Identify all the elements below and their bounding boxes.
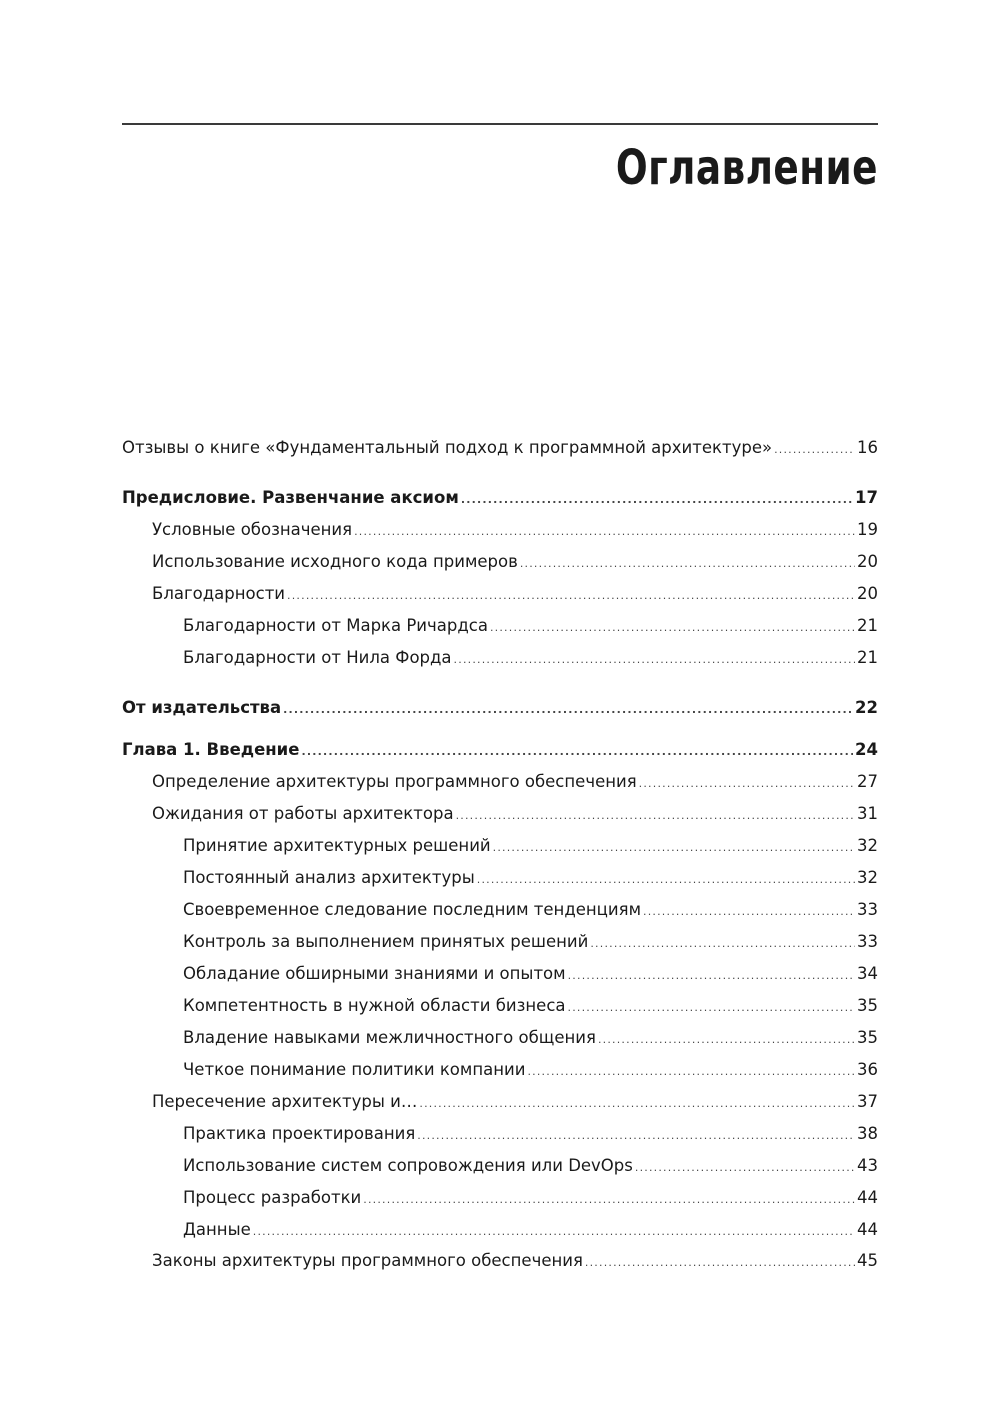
toc-entry-title: Использование исходного кода примеров: [152, 552, 518, 571]
toc-entry-title: Процесс разработки: [183, 1188, 362, 1207]
toc-entry-title: Законы архитектуры программного обеспечения: [152, 1251, 583, 1270]
toc-entry[interactable]: [152, 517, 878, 543]
dot-leader: [635, 1155, 855, 1181]
toc-entry[interactable]: [183, 1153, 878, 1179]
toc-entry[interactable]: [183, 1025, 878, 1051]
toc-entry-title: Владение навыками межличностного общения: [183, 1028, 596, 1047]
toc-entry[interactable]: [122, 737, 878, 763]
dot-leader: [568, 963, 855, 989]
dot-leader: [287, 583, 855, 609]
toc-entry-title: Контроль за выполнением принятых решений: [183, 932, 589, 951]
dot-leader: [456, 803, 855, 829]
toc-entry[interactable]: [183, 865, 878, 891]
toc-entry-title: От издательства: [122, 698, 282, 717]
toc-entry[interactable]: [183, 833, 878, 859]
toc-entry[interactable]: [122, 435, 878, 461]
toc-entry-title: Данные: [183, 1220, 251, 1239]
page-title: Оглавление: [616, 140, 878, 196]
toc-entry-page-number: 20: [857, 584, 878, 603]
toc-entry[interactable]: [152, 1248, 878, 1274]
toc-entry[interactable]: [122, 485, 878, 511]
top-rule: [122, 123, 878, 125]
toc-entry-page-number: 27: [857, 772, 878, 791]
dot-leader: [253, 1219, 855, 1245]
toc-entry-page-number: 38: [857, 1124, 878, 1143]
toc-entry-page-number: 35: [857, 1028, 878, 1047]
dot-leader: [527, 1059, 855, 1085]
toc-entry[interactable]: [152, 1089, 878, 1115]
toc-entry[interactable]: [183, 961, 878, 987]
toc-entry-page-number: 43: [857, 1156, 878, 1175]
toc-entry-title: Компетентность в нужной области бизнеса: [183, 996, 566, 1015]
toc-entry-page-number: 44: [857, 1188, 878, 1207]
dot-leader: [363, 1187, 855, 1213]
toc-entry-page-number: 24: [855, 740, 878, 759]
toc-entry-title: Благодарности от Нила Форда: [183, 648, 452, 667]
toc-entry[interactable]: [152, 549, 878, 575]
dot-leader: [493, 835, 855, 861]
dot-leader: [520, 551, 855, 577]
toc-entry-page-number: 35: [857, 996, 878, 1015]
toc-entry-page-number: 36: [857, 1060, 878, 1079]
toc-entry-title: Предисловие. Развенчание аксиом: [122, 488, 459, 507]
toc-entry-title: Четкое понимание политики компании: [183, 1060, 526, 1079]
toc-entry-page-number: 45: [857, 1251, 878, 1270]
toc-entry-page-number: 17: [855, 488, 878, 507]
toc-entry[interactable]: [152, 769, 878, 795]
dot-leader: [417, 1123, 855, 1149]
dot-leader: [490, 615, 855, 641]
toc-entry[interactable]: [183, 1185, 878, 1211]
dot-leader: [590, 931, 855, 957]
toc-entry-page-number: 33: [857, 932, 878, 951]
dot-leader: [419, 1091, 855, 1117]
toc-entry-title: Отзывы о книге «Фундаментальный подход к программной архитектуре»: [122, 438, 773, 457]
dot-leader: [461, 487, 853, 513]
toc-entry-title: Практика проектирования: [183, 1124, 416, 1143]
toc-entry[interactable]: [183, 929, 878, 955]
toc-entry-page-number: 31: [857, 804, 878, 823]
dot-leader: [643, 899, 855, 925]
toc-entry-title: Условные обозначения: [152, 520, 353, 539]
toc-entry-page-number: 19: [857, 520, 878, 539]
toc-entry[interactable]: [122, 695, 878, 721]
toc-entry-title: Обладание обширными знаниями и опытом: [183, 964, 566, 983]
toc-entry-title: Благодарности: [152, 584, 286, 603]
toc-entry-title: Своевременное следование последним тенденциям: [183, 900, 642, 919]
toc-entry-page-number: 32: [857, 836, 878, 855]
toc-entry[interactable]: [183, 645, 878, 671]
toc-entry-title: Ожидания от работы архитектора: [152, 804, 454, 823]
dot-leader: [568, 995, 855, 1021]
toc-entry-page-number: 16: [857, 438, 878, 457]
toc-entry-title: Глава 1. Введение: [122, 740, 300, 759]
toc-entry[interactable]: [183, 1217, 878, 1243]
toc-entry-page-number: 37: [857, 1092, 878, 1111]
toc-entry-title: Использование систем сопровождения или DevOps: [183, 1156, 633, 1175]
dot-leader: [301, 739, 853, 765]
toc-entry-title: Принятие архитектурных решений: [183, 836, 491, 855]
dot-leader: [454, 647, 855, 673]
toc-entry-page-number: 33: [857, 900, 878, 919]
toc-entry[interactable]: [183, 1121, 878, 1147]
dot-leader: [477, 867, 855, 893]
toc-entry-title: Определение архитектуры программного обеспечения: [152, 772, 637, 791]
toc-entry-page-number: 34: [857, 964, 878, 983]
dot-leader: [598, 1027, 855, 1053]
toc-entry[interactable]: [152, 581, 878, 607]
toc-entry-page-number: 21: [857, 616, 878, 635]
dot-leader: [774, 437, 855, 463]
toc-entry-title: Благодарности от Марка Ричардса: [183, 616, 488, 635]
toc-entry-title: Пересечение архитектуры и…: [152, 1092, 418, 1111]
toc-entry-page-number: 22: [855, 698, 878, 717]
toc-entry[interactable]: [183, 1057, 878, 1083]
toc-entry-page-number: 21: [857, 648, 878, 667]
toc-entry[interactable]: [152, 801, 878, 827]
toc-entry-page-number: 32: [857, 868, 878, 887]
toc-entry[interactable]: [183, 897, 878, 923]
toc-entry-page-number: 44: [857, 1220, 878, 1239]
toc-entry[interactable]: [183, 993, 878, 1019]
toc-entry-title: Постоянный анализ архитектуры: [183, 868, 475, 887]
dot-leader: [639, 771, 855, 797]
dot-leader: [354, 519, 855, 545]
dot-leader: [585, 1250, 855, 1276]
dot-leader: [283, 697, 853, 723]
toc-entry-page-number: 20: [857, 552, 878, 571]
toc-entry[interactable]: [183, 613, 878, 639]
